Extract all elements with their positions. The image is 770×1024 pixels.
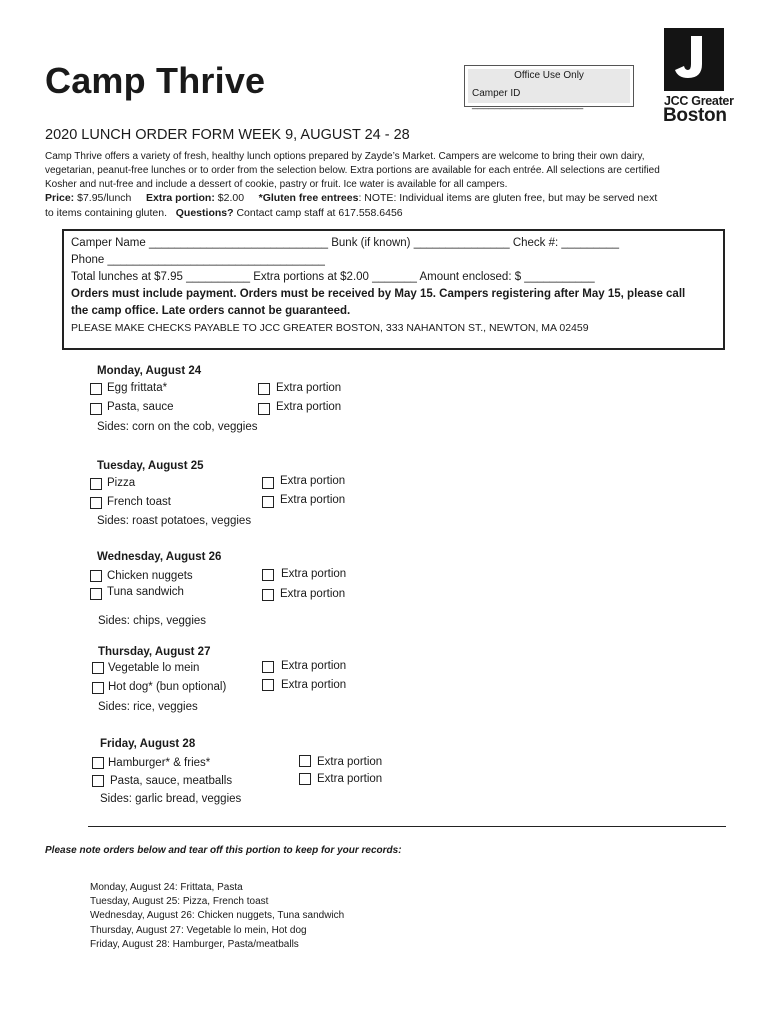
checks-payable-line: PLEASE MAKE CHECKS PAYABLE TO JCC GREATER BOSTON, 333 NAHANTON ST., NEWTON, MA 02459: [71, 322, 589, 334]
checkbox-pasta-meatballs[interactable]: [92, 775, 104, 787]
record-item: Friday, August 28: Hamburger, Pasta/meatballs: [90, 938, 299, 950]
gluten-free-note: : NOTE: Individual items are gluten free, but may be served next: [358, 192, 658, 204]
checkbox-hot-dog[interactable]: [92, 682, 104, 694]
office-use-label: Office Use Only: [514, 70, 584, 81]
price-value: $7.95/lunch: [74, 192, 132, 204]
checkbox-pizza[interactable]: [90, 478, 102, 490]
item-pizza: Pizza: [107, 477, 136, 489]
price-info: [45, 191, 735, 221]
record-item: Tuesday, August 25: Pizza, French toast: [90, 896, 269, 908]
day-title-monday: Monday, August 24: [97, 365, 202, 377]
page-title: Camp Thrive: [45, 60, 266, 101]
sides-wednesday: Sides: chips, veggies: [98, 615, 207, 627]
extra-portion-label: Extra portion: [280, 494, 346, 506]
checkbox-extra-pizza[interactable]: [262, 477, 274, 489]
extra-portion-value: $2.00: [214, 192, 245, 204]
item-pasta-meatballs: Pasta, sauce, meatballs: [110, 775, 233, 787]
checkbox-extra-pasta-sauce[interactable]: [258, 403, 270, 415]
checkbox-extra-pasta-meatballs[interactable]: [299, 773, 311, 785]
day-title-tuesday: Tuesday, August 25: [97, 460, 204, 472]
extra-portion-label: Extra portion: [280, 475, 346, 487]
checkbox-tuna-sandwich[interactable]: [90, 588, 102, 600]
price-label: Price:: [45, 192, 75, 204]
questions-label: Questions?: [175, 207, 234, 219]
checkbox-chicken-nuggets[interactable]: [90, 570, 102, 582]
logo-text-line1: JCC Greater: [664, 94, 734, 108]
jcc-logo-icon: [664, 28, 724, 91]
checkbox-vegetable-lo-mein[interactable]: [92, 662, 104, 674]
record-item: Wednesday, August 26: Chicken nuggets, Tuna sandwich: [90, 910, 345, 922]
intro-paragraph: [45, 150, 725, 192]
order-info-box: [62, 229, 725, 350]
gluten-free-label: *Gluten free entrees: [258, 192, 359, 204]
intro-line: Kosher and nut-free and include a dessert of cookie, pastry or fruit. Ice water is available for all campers.: [45, 179, 508, 190]
office-use-box: [464, 65, 634, 110]
item-chicken-nuggets: Chicken nuggets: [107, 570, 193, 582]
checkbox-extra-french-toast[interactable]: [262, 496, 274, 508]
checkbox-hamburger-fries[interactable]: [92, 757, 104, 769]
extra-portion-label: Extra portion: [317, 756, 383, 768]
extra-portion-label: Extra portion: [281, 660, 347, 672]
records-list: [90, 881, 344, 952]
extra-portion-label: Extra portion:: [146, 192, 215, 204]
item-hot-dog: Hot dog* (bun optional): [108, 681, 227, 693]
day-title-friday: Friday, August 28: [100, 738, 196, 750]
extra-portion-label: Extra portion: [280, 588, 346, 600]
extra-portion-label: Extra portion: [276, 382, 342, 394]
checkbox-extra-vegetable-lo-mein[interactable]: [262, 661, 274, 673]
sides-friday: Sides: garlic bread, veggies: [100, 793, 242, 805]
totals-line[interactable]: Total lunches at $7.95 __________ Extra portions at $2.00 _______ Amount enclosed: $ ___________: [71, 271, 595, 283]
phone-line[interactable]: Phone __________________________________: [71, 254, 325, 266]
record-item: Thursday, August 27: Vegetable lo mein, Hot dog: [90, 924, 307, 936]
extra-portion-label: Extra portion: [276, 401, 342, 413]
checkbox-extra-hamburger[interactable]: [299, 755, 311, 767]
item-vegetable-lo-mein: Vegetable lo mein: [108, 662, 200, 674]
camper-name-line[interactable]: Camper Name ____________________________ Bunk (if known) _______________ Check #: _________: [71, 237, 619, 249]
camper-id-field: Camper ID ____________________: [472, 88, 584, 110]
intro-line: Camp Thrive offers a variety of fresh, healthy lunch options prepared by Zayde’s Market. Campers are welcome to bring their own dairy,: [45, 151, 645, 162]
checkbox-french-toast[interactable]: [90, 497, 102, 509]
extra-portion-label: Extra portion: [317, 773, 383, 785]
gluten-note-line2: to items containing gluten.: [45, 207, 167, 219]
item-egg-frittata: Egg frittata*: [107, 382, 168, 394]
checkbox-extra-chicken-nuggets[interactable]: [262, 569, 274, 581]
checkbox-pasta-sauce[interactable]: [90, 403, 102, 415]
item-pasta-sauce: Pasta, sauce: [107, 401, 174, 413]
checkbox-extra-tuna-sandwich[interactable]: [262, 589, 274, 601]
sides-tuesday: Sides: roast potatoes, veggies: [97, 515, 252, 527]
sides-thursday: Sides: rice, veggies: [98, 701, 198, 713]
logo-text-line2: Boston: [663, 105, 727, 126]
item-french-toast: French toast: [107, 496, 171, 508]
questions-contact: Contact camp staff at 617.558.6456: [233, 207, 403, 219]
extra-portion-label: Extra portion: [281, 568, 347, 580]
checkbox-extra-egg-frittata[interactable]: [258, 383, 270, 395]
intro-line: vegetarian, peanut-free lunches or to order from the selection below. Extra portions are available for each entrée. All selections are certified: [45, 165, 660, 176]
item-hamburger-fries: Hamburger* & fries*: [108, 757, 211, 769]
tear-off-divider: [88, 826, 726, 827]
item-tuna-sandwich: Tuna sandwich: [107, 586, 184, 598]
form-heading: 2020 LUNCH ORDER FORM WEEK 9, AUGUST 24 - 28: [45, 127, 410, 143]
tear-off-note: Please note orders below and tear off this portion to keep for your records:: [45, 845, 402, 856]
day-title-thursday: Thursday, August 27: [98, 646, 211, 658]
checkbox-extra-hot-dog[interactable]: [262, 679, 274, 691]
record-item: Monday, August 24: Frittata, Pasta: [90, 882, 243, 893]
sides-monday: Sides: corn on the cob, veggies: [97, 421, 258, 433]
payment-notice-line2: the camp office. Late orders cannot be guaranteed.: [71, 305, 351, 317]
checkbox-egg-frittata[interactable]: [90, 383, 102, 395]
extra-portion-label: Extra portion: [281, 679, 347, 691]
payment-notice-line1: Orders must include payment. Orders must be received by May 15. Campers registering after May 15, please call: [71, 288, 686, 300]
day-title-wednesday: Wednesday, August 26: [97, 551, 222, 563]
